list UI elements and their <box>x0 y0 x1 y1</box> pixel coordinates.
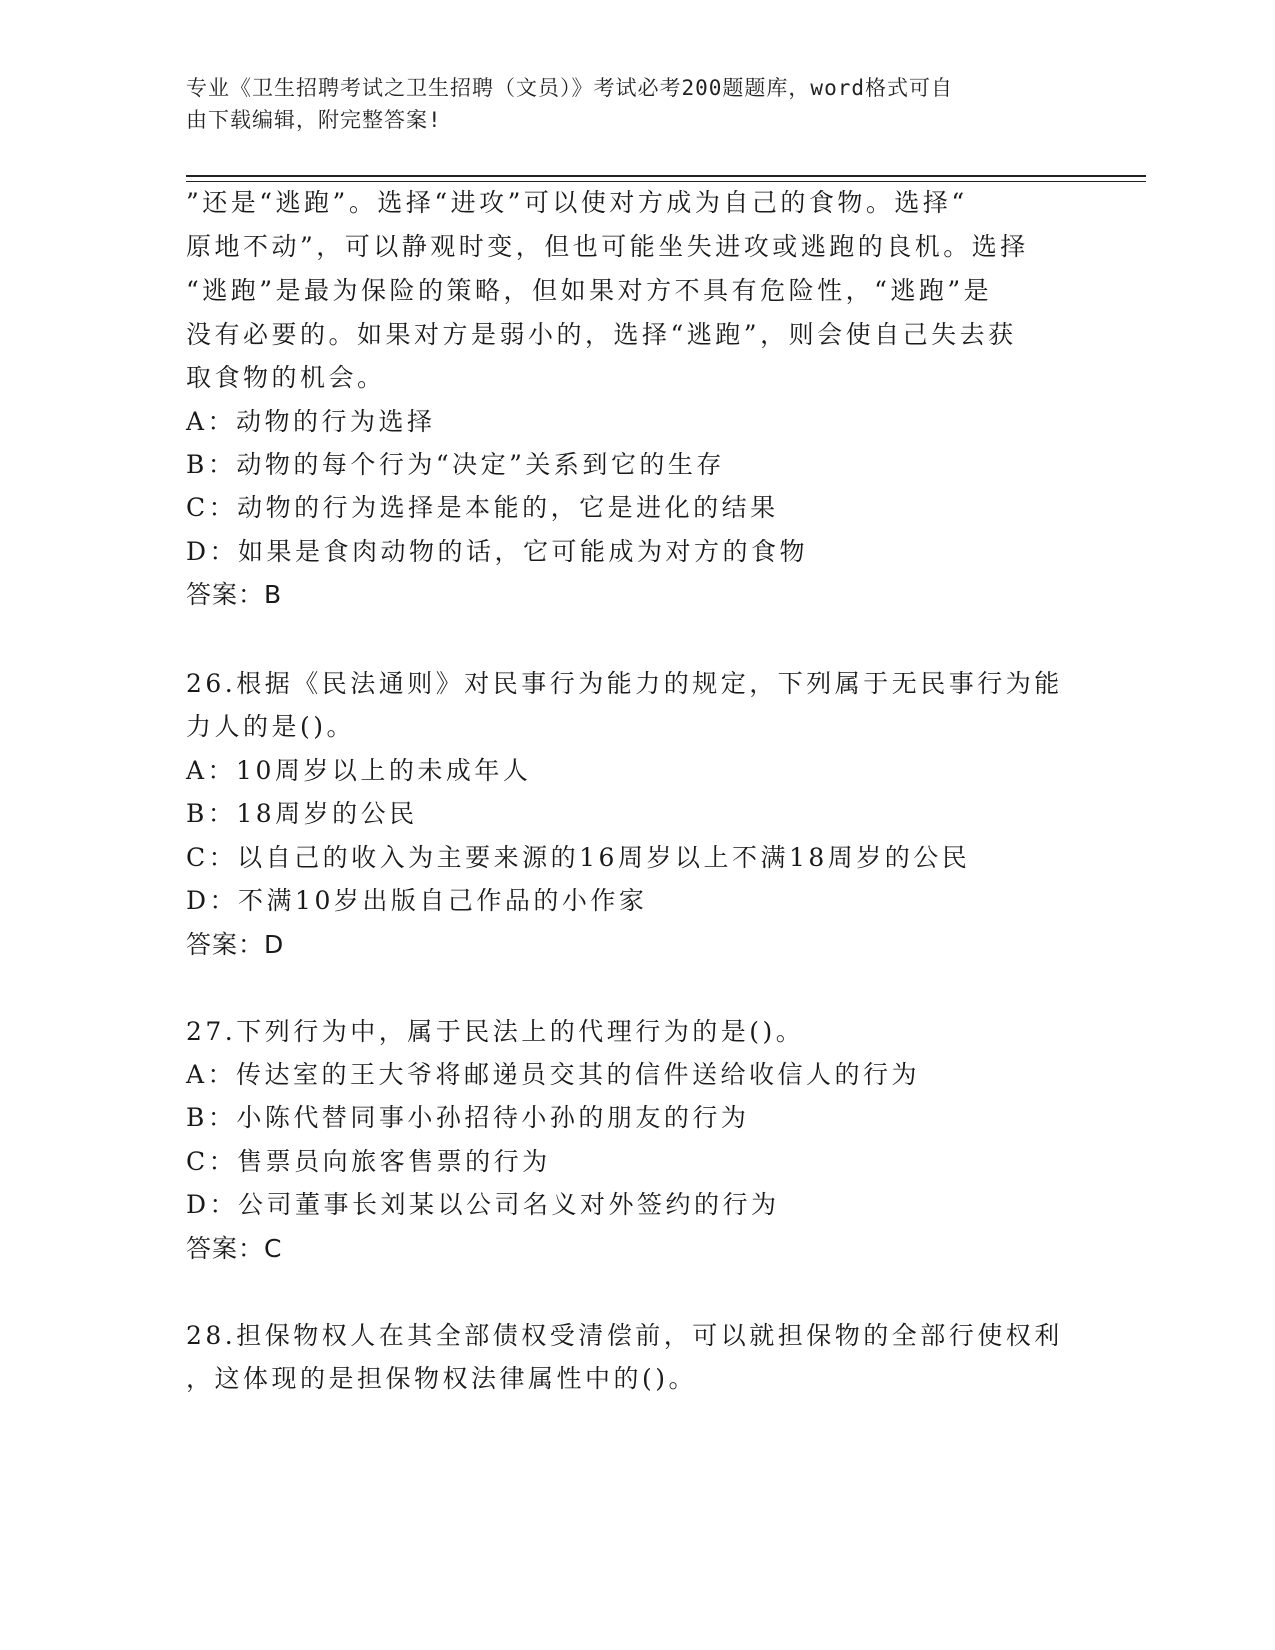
option-d: D：如果是食肉动物的话，它可能成为对方的食物 <box>186 537 809 566</box>
option-c: C：以自己的收入为主要来源的16周岁以上不满18周岁的公民 <box>186 843 971 872</box>
question-text-line: 没有必要的。如果对方是弱小的，选择“逃跑”，则会使自己失去获 <box>186 320 1017 349</box>
header-line-2: 由下载编辑，附完整答案! <box>186 108 442 132</box>
question-text-line: 26.根据《民法通则》对民事行为能力的规定，下列属于无民事行为能 <box>186 669 1063 698</box>
option-b: B：小陈代替同事小孙招待小孙的朋友的行为 <box>186 1103 750 1132</box>
page-header <box>186 72 1066 136</box>
option-d: D：公司董事长刘某以公司名义对外签约的行为 <box>186 1190 780 1219</box>
option-c: C：售票员向旅客售票的行为 <box>186 1147 551 1176</box>
option-b: B：动物的每个行为“决定”关系到它的生存 <box>186 450 725 479</box>
answer-label: 答案：B <box>186 580 283 609</box>
answer-label: 答案：D <box>186 930 285 959</box>
answer-label: 答案：C <box>186 1234 283 1263</box>
header-rule-thin <box>186 181 1146 182</box>
question-text-line: ”还是“逃跑”。选择“进攻”可以使对方成为自己的食物。选择“ <box>186 188 968 217</box>
option-c: C：动物的行为选择是本能的，它是进化的结果 <box>186 493 779 522</box>
option-a: A：10周岁以上的未成年人 <box>186 756 532 785</box>
option-a: A：动物的行为选择 <box>186 407 436 436</box>
question-text-line: “逃跑”是最为保险的策略，但如果对方不具有危险性，“逃跑”是 <box>186 276 993 305</box>
question-text-line: ，这体现的是担保物权法律属性中的()。 <box>186 1364 698 1393</box>
option-d: D：不满10岁出版自己作品的小作家 <box>186 886 648 915</box>
option-a: A：传达室的王大爷将邮递员交其的信件送给收信人的行为 <box>186 1060 921 1089</box>
header-rule <box>186 175 1146 177</box>
question-text-line: 28.担保物权人在其全部债权受清偿前，可以就担保物的全部行使权利 <box>186 1321 1063 1350</box>
question-text-line: 取食物的机会。 <box>186 363 386 392</box>
question-text-line: 27.下列行为中，属于民法上的代理行为的是()。 <box>186 1017 805 1046</box>
question-text-line: 力人的是()。 <box>186 712 356 741</box>
option-b: B：18周岁的公民 <box>186 799 418 828</box>
header-line-1: 专业《卫生招聘考试之卫生招聘（文员）》考试必考200题题库，word格式可自 <box>186 76 953 100</box>
question-text-line: 原地不动”，可以静观时变，但也可能坐失进攻或逃跑的良机。选择 <box>186 232 1029 261</box>
